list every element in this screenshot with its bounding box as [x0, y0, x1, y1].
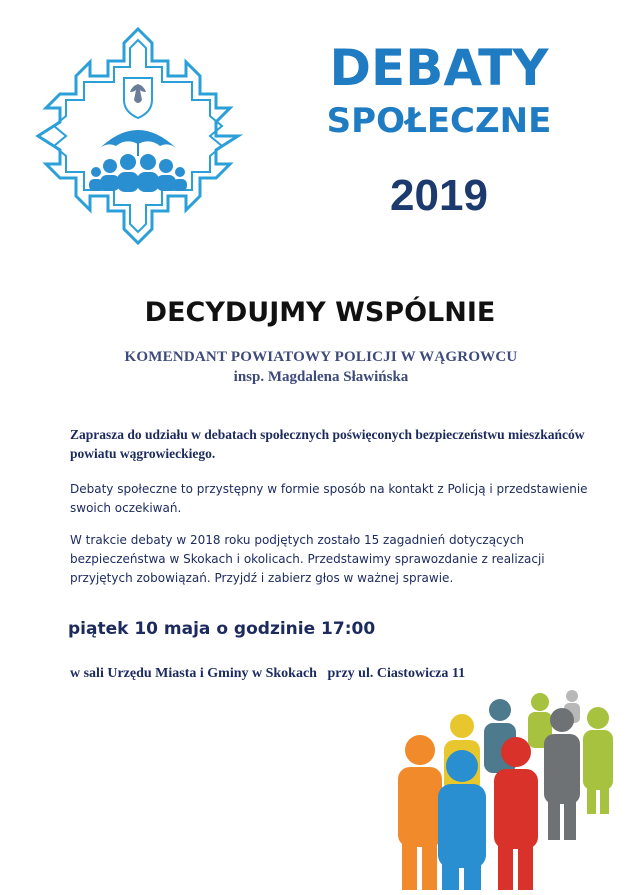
body-paragraph-invitation: Zaprasza do udziału w debatach społecznych poświęconych bezpieczeństwu mieszkańców powiatu wągrowieckiego.: [70, 427, 585, 461]
year-label: 2019: [390, 171, 488, 220]
event-place: w sali Urzędu Miasta i Gminy w Skokach przy ul. Ciastowicza 11: [70, 666, 466, 681]
body-paragraph-about: Debaty społeczne to przystępny w formie sposób na kontakt z Policją i przedstawienie swoich oczekiwań.: [70, 482, 588, 515]
title-line1: DEBATY: [329, 39, 549, 97]
headline: DECYDUJMY WSPÓLNIE: [144, 297, 496, 328]
organizer-name: insp. Magdalena Sławińska: [233, 369, 409, 385]
people-group-icon: [380, 690, 630, 890]
police-star-logo-icon: [32, 26, 244, 248]
body-paragraph-report: W trakcie debaty w 2018 roku podjętych zostało 15 zagadnień dotyczących bezpieczeństwa w Skokach i okolicach. Przedstawimy sprawozdanie z realizacji przyjętych zobowiązań. Przyjdź i zabierz głos w ważnej sprawie.: [70, 533, 545, 585]
organizer-title: KOMENDANT POWIATOWY POLICJI W WĄGROWCU: [124, 349, 518, 365]
event-date: piątek 10 maja o godzinie 17:00: [68, 619, 376, 639]
title-line2: SPOŁECZNE: [326, 101, 552, 141]
